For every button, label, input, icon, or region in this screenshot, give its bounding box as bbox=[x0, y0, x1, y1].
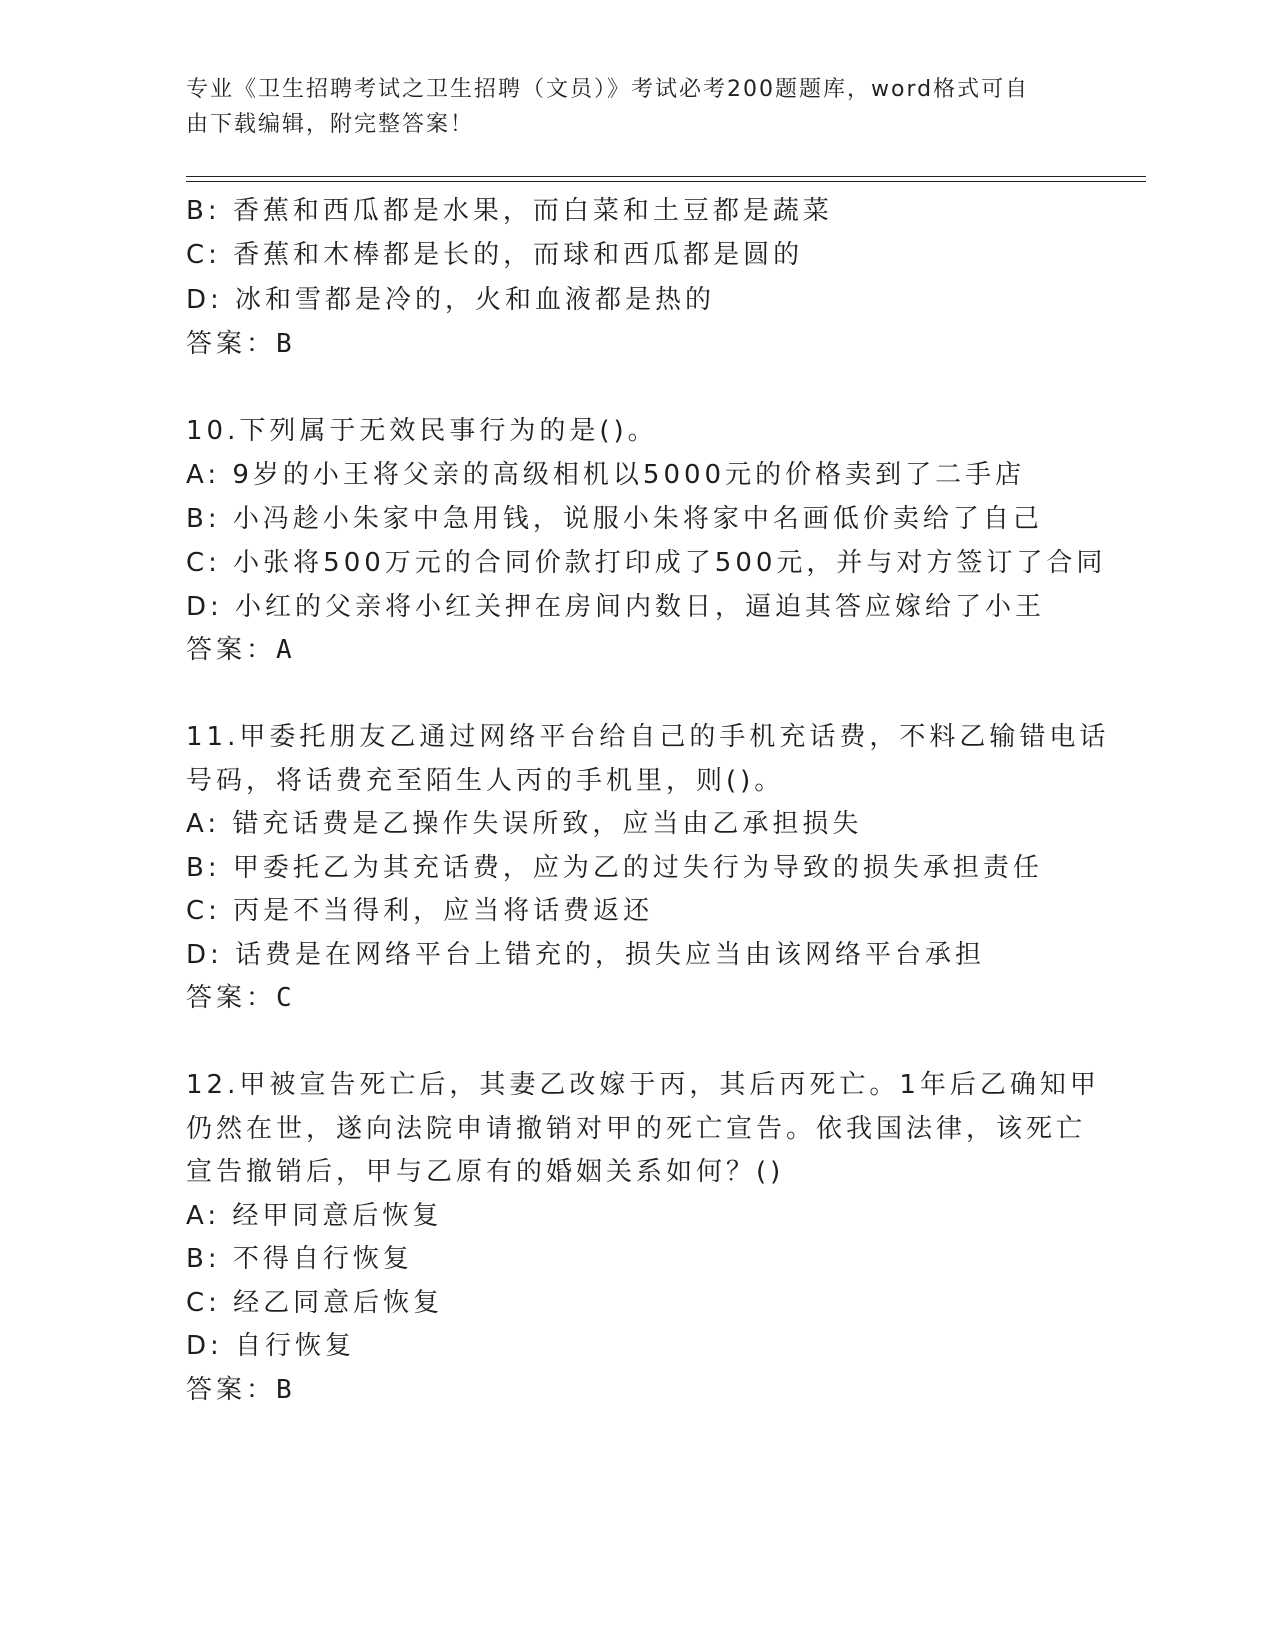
answer-label: 答案： bbox=[186, 329, 277, 359]
q10-answer bbox=[186, 629, 292, 666]
answer-value: A bbox=[276, 635, 292, 665]
q10-stem-line-1: 10.下列属于无效民事行为的是()。 bbox=[186, 416, 658, 446]
q12-option-d: D: 自行恢复 bbox=[186, 1331, 356, 1361]
answer-value: C bbox=[276, 983, 292, 1013]
q12-option-b: B: 不得自行恢复 bbox=[186, 1244, 413, 1274]
answer-value: B bbox=[276, 1375, 292, 1405]
q11-option-a: A: 错充话费是乙操作失误所致，应当由乙承担损失 bbox=[186, 809, 863, 839]
q11-answer bbox=[186, 977, 292, 1014]
header-line-2: 由下载编辑，附完整答案！ bbox=[186, 112, 475, 137]
q11-stem-line-1: 11.甲委托朋友乙通过网络平台给自己的手机充话费，不料乙输错电话 bbox=[186, 722, 1110, 752]
header-rule-bottom bbox=[186, 181, 1146, 182]
q12-answer bbox=[186, 1369, 292, 1406]
prev-option-c: C: 香蕉和木棒都是长的，而球和西瓜都是圆的 bbox=[186, 240, 804, 270]
q12-option-c: C: 经乙同意后恢复 bbox=[186, 1288, 444, 1318]
header-line-1: 专业《卫生招聘考试之卫生招聘（文员）》考试必考200题题库，word格式可自 bbox=[186, 77, 1030, 102]
prev-option-d: D: 冰和雪都是冷的，火和血液都是热的 bbox=[186, 285, 716, 315]
q11-option-c: C: 丙是不当得利，应当将话费返还 bbox=[186, 896, 654, 926]
q12-stem-line-1: 12.甲被宣告死亡后，其妻乙改嫁于丙，其后丙死亡。1年后乙确知甲 bbox=[186, 1070, 1100, 1100]
prev-answer bbox=[186, 323, 292, 360]
answer-value: B bbox=[276, 329, 292, 359]
q11-option-d: D: 话费是在网络平台上错充的，损失应当由该网络平台承担 bbox=[186, 940, 986, 970]
q10-option-b: B: 小冯趁小朱家中急用钱，说服小朱将家中名画低价卖给了自己 bbox=[186, 504, 1043, 534]
q11-option-b: B: 甲委托乙为其充话费，应为乙的过失行为导致的损失承担责任 bbox=[186, 853, 1043, 883]
q12-stem-line-2: 仍然在世，遂向法院申请撤销对甲的死亡宣告。依我国法律，该死亡 bbox=[186, 1114, 1087, 1144]
q10-option-a: A: 9岁的小王将父亲的高级相机以5000元的价格卖到了二手店 bbox=[186, 460, 1026, 490]
q10-option-d: D: 小红的父亲将小红关押在房间内数日，逼迫其答应嫁给了小王 bbox=[186, 592, 1046, 622]
answer-label: 答案： bbox=[186, 983, 277, 1013]
prev-option-b: B: 香蕉和西瓜都是水果，而白菜和土豆都是蔬菜 bbox=[186, 196, 833, 226]
answer-label: 答案： bbox=[186, 635, 277, 665]
document-header bbox=[186, 72, 1066, 142]
header-rule-top bbox=[186, 176, 1146, 177]
q11-stem-line-2: 号码，将话费充至陌生人丙的手机里，则()。 bbox=[186, 766, 785, 796]
q10-option-c: C: 小张将500万元的合同价款打印成了500元，并与对方签订了合同 bbox=[186, 548, 1107, 578]
answer-label: 答案： bbox=[186, 1375, 277, 1405]
q12-option-a: A: 经甲同意后恢复 bbox=[186, 1201, 443, 1231]
q12-stem-line-3: 宣告撤销后，甲与乙原有的婚姻关系如何？() bbox=[186, 1157, 785, 1187]
